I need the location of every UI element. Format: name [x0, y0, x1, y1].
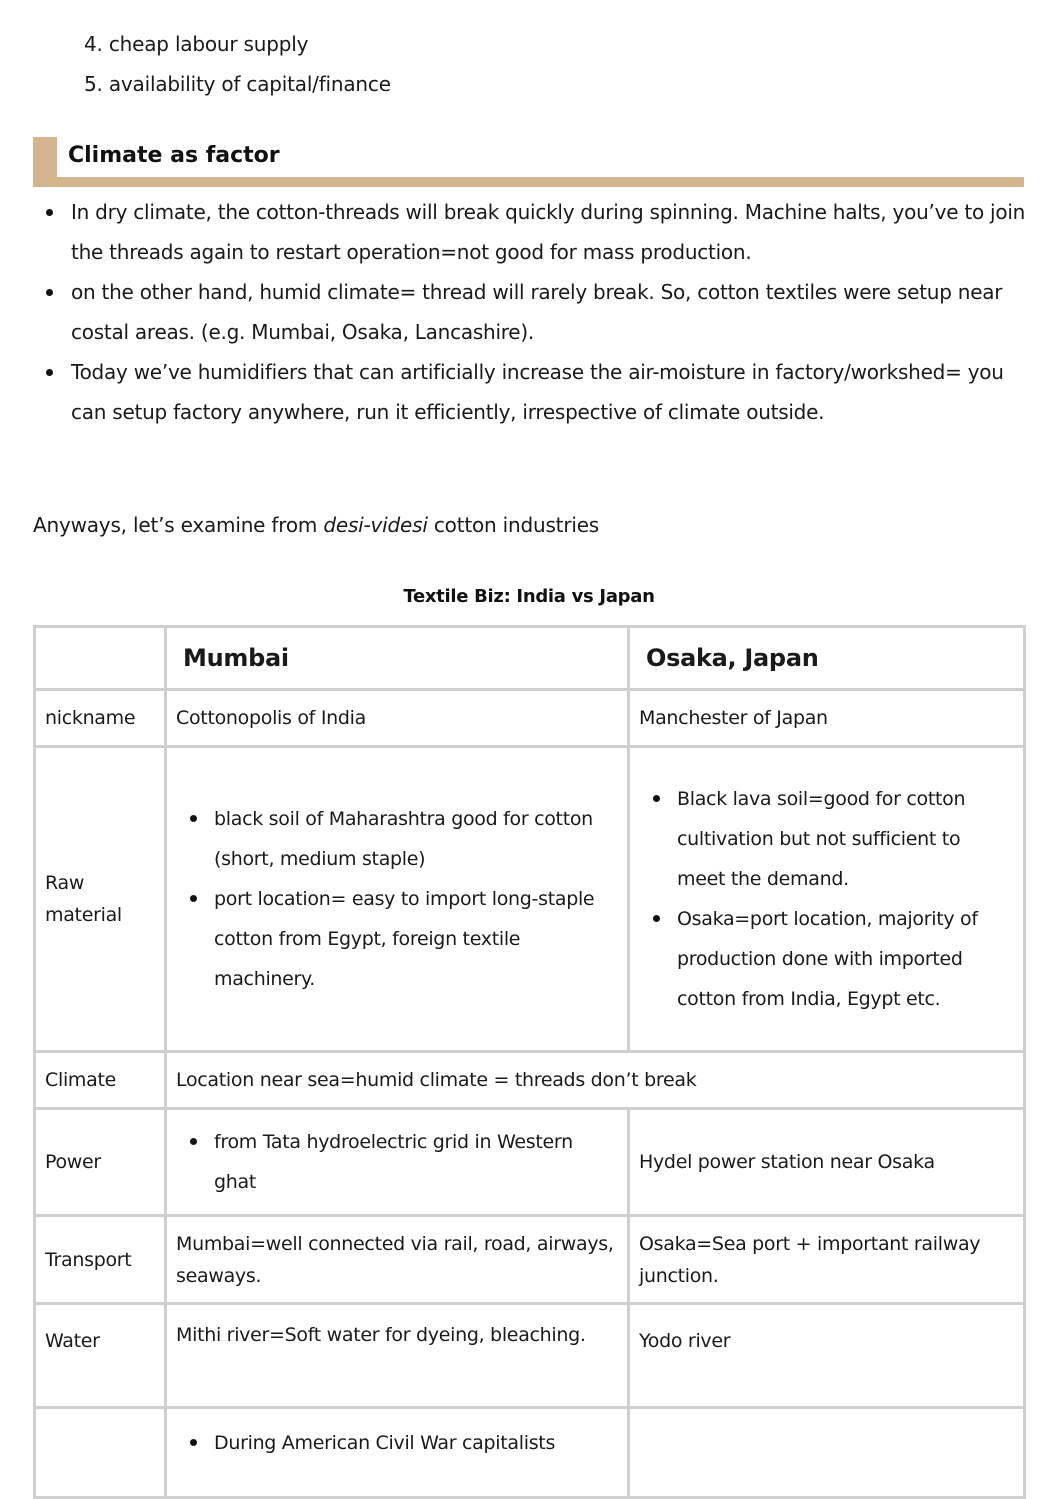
list-item [84, 24, 391, 64]
cell-mumbai: Mumbai=well connected via rail, road, airways, seaways. [166, 1216, 629, 1304]
list-number: 5. [84, 72, 103, 96]
table-header-row [35, 627, 1025, 690]
bullet-item: In dry climate, the cotton-threads will break quickly during spinning. Machine halts, you’ve to join the threads again to restart operation=not good for mass production. [33, 192, 1028, 272]
cell-osaka: Yodo river [629, 1304, 1025, 1408]
table-row [35, 1216, 1025, 1304]
table-caption: Textile Biz: India vs Japan [403, 586, 655, 607]
table-row [35, 1408, 1025, 1498]
list-number: 4. [84, 32, 103, 56]
cell-osaka: Manchester of Japan [629, 690, 1025, 747]
comparison-table [33, 625, 1026, 1499]
table-row [35, 690, 1025, 747]
cell-bullet-list [639, 779, 1014, 1019]
list-item-text: cheap labour supply [108, 32, 309, 56]
header-empty [35, 627, 166, 690]
header-osaka: Osaka, Japan [629, 627, 1025, 690]
table-row [35, 1052, 1025, 1109]
row-label: Raw material [35, 747, 166, 1052]
intro-text: cotton industries [427, 513, 600, 537]
cell-osaka: Hydel power station near Osaka [629, 1109, 1025, 1216]
bullet-item: During American Civil War capitalists [176, 1423, 618, 1463]
cell-mumbai [166, 1408, 629, 1498]
bullet-item: Today we’ve humidifiers that can artificially increase the air-moisture in factory/workshed= you can setup factory anywhere, run it efficiently, irrespective of climate outside. [33, 352, 1028, 432]
row-label: Transport [35, 1216, 166, 1304]
list-item-text: availability of capital/finance [108, 72, 391, 96]
table-row [35, 747, 1025, 1052]
row-label: nickname [35, 690, 166, 747]
bullet-item: Osaka=port location, majority of production done with imported cotton from India, Egypt etc. [639, 899, 1014, 1019]
section-heading [33, 137, 1024, 187]
bullet-item: black soil of Maharashtra good for cotton (short, medium staple) [176, 799, 618, 879]
intro-text: Anyways, let’s examine from [33, 513, 324, 537]
bullet-item: from Tata hydroelectric grid in Western ghat [176, 1122, 618, 1202]
cell-mumbai [166, 747, 629, 1052]
cell-osaka: Osaka=Sea port + important railway junction. [629, 1216, 1025, 1304]
table-row [35, 1304, 1025, 1408]
cell-osaka [629, 747, 1025, 1052]
cell-bullet-list [176, 1423, 618, 1463]
climate-bullet-list [33, 192, 1028, 432]
row-label [35, 1408, 166, 1498]
header-mumbai: Mumbai [166, 627, 629, 690]
list-item [84, 64, 391, 104]
intro-paragraph [33, 505, 599, 545]
cell-osaka [629, 1408, 1025, 1498]
cell-mumbai [166, 1109, 629, 1216]
cell-merged: Location near sea=humid climate = threads don’t break [166, 1052, 1025, 1109]
row-label: Climate [35, 1052, 166, 1109]
numbered-list [84, 24, 391, 104]
cell-bullet-list [176, 1122, 618, 1202]
cell-bullet-list [176, 799, 618, 999]
bullet-item: port location= easy to import long-staple cotton from Egypt, foreign textile machinery. [176, 879, 618, 999]
row-label: Power [35, 1109, 166, 1216]
bullet-item: Black lava soil=good for cotton cultivation but not sufficient to meet the demand. [639, 779, 1014, 899]
intro-italic-text: desi-videsi [323, 513, 428, 537]
bullet-item: on the other hand, humid climate= thread will rarely break. So, cotton textiles were setup near costal areas. (e.g. Mumbai, Osaka, Lancashire). [33, 272, 1028, 352]
section-heading-text: Climate as factor [68, 143, 280, 168]
row-label: Water [35, 1304, 166, 1408]
cell-mumbai: Mithi river=Soft water for dyeing, bleaching. [166, 1304, 629, 1408]
cell-mumbai: Cottonopolis of India [166, 690, 629, 747]
table-row [35, 1109, 1025, 1216]
